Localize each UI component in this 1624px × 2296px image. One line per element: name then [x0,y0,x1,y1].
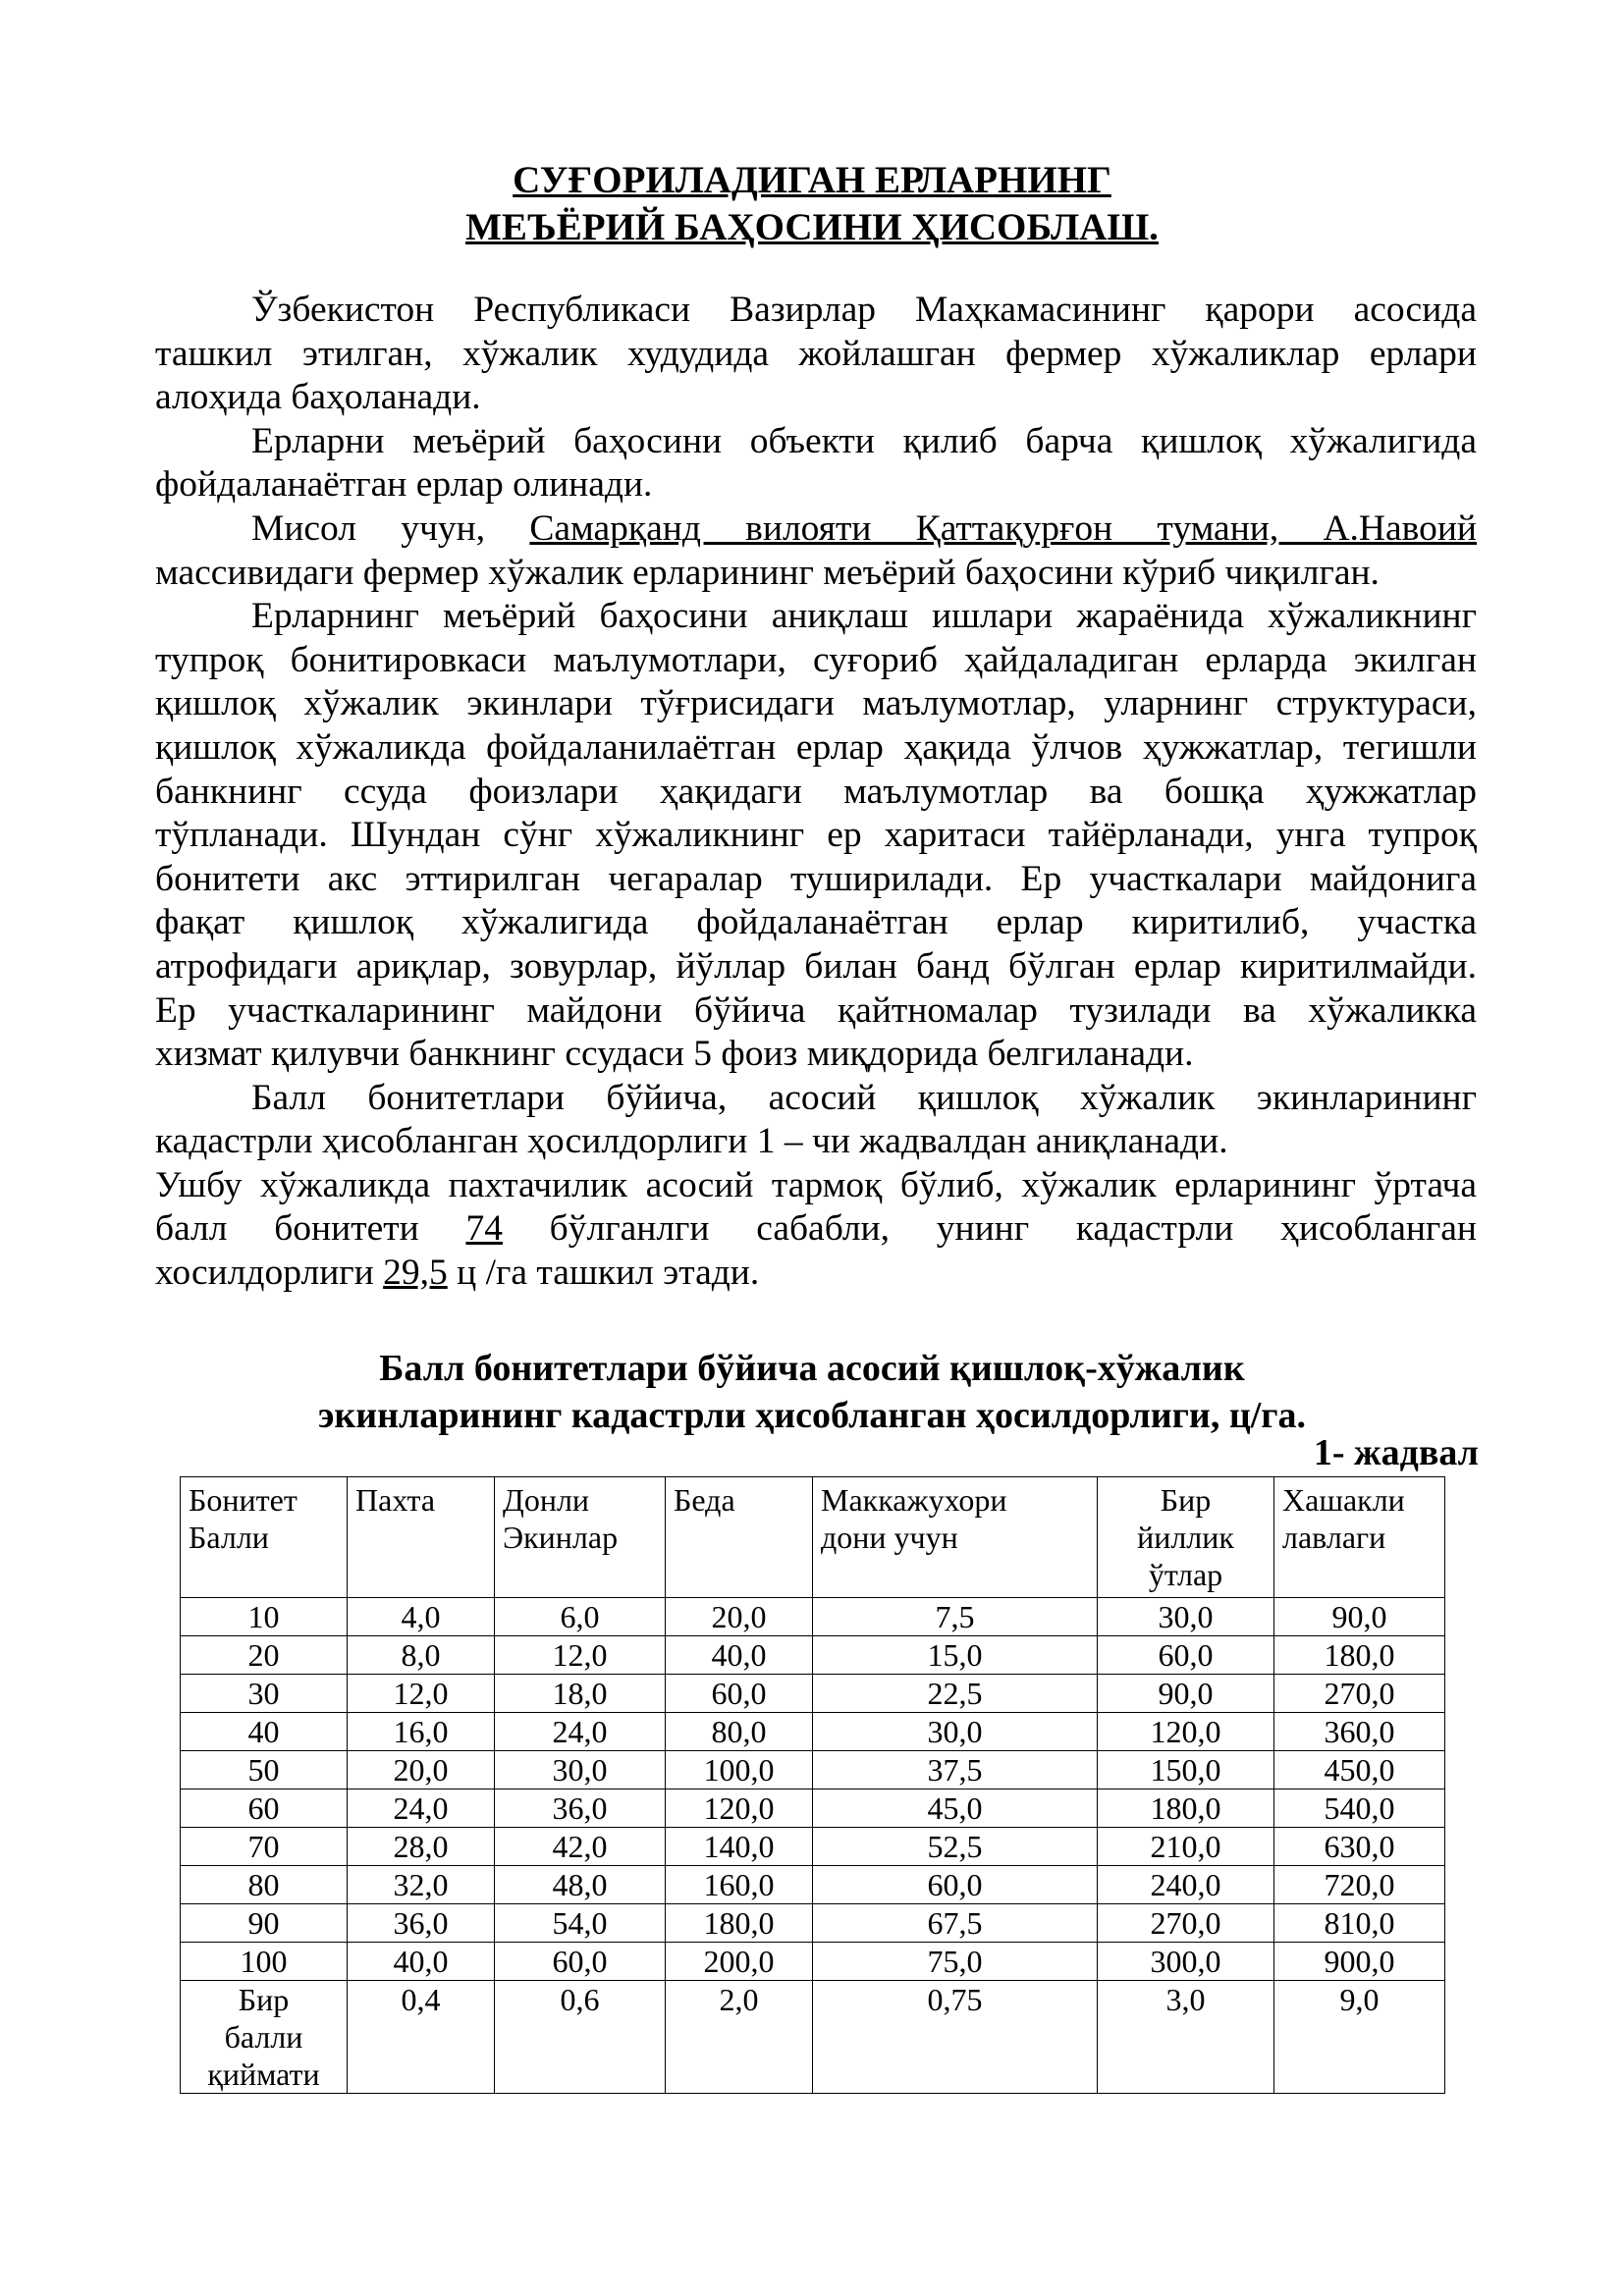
one-point-value-cell: 0,4 [348,1981,495,2094]
yield-cell: 42,0 [495,1828,666,1866]
yield-cell: 22,5 [813,1675,1098,1713]
header-annual-grass: Бир йиллик ўтлар [1098,1477,1274,1598]
yield-cell: 180,0 [1098,1789,1274,1828]
yield-cell: 720,0 [1274,1866,1445,1904]
paragraph-4-line: Ерларнинг меъёрий баҳосини аниқлаш ишлари жараёнида хўжаликнинг [251,596,1477,637]
bonitet-cell: 60 [181,1789,348,1828]
bonitet-cell: 40 [181,1713,348,1751]
bonitet-cell: 30 [181,1675,348,1713]
paragraph-3-line: массивидаги фермер хўжалик ерларининг меъёрий баҳосини кўриб чиқилган. [155,552,1380,593]
yield-cell: 45,0 [813,1789,1098,1828]
bonitet-cell: 90 [181,1904,348,1943]
yield-cell: 67,5 [813,1904,1098,1943]
yield-cell: 18,0 [495,1675,666,1713]
paragraph-2-line: фойдаланаётган ерлар олинади. [155,464,653,506]
yield-cell: 8,0 [348,1636,495,1675]
bonitet-value: 74 [465,1208,503,1250]
yield-cell: 37,5 [813,1751,1098,1789]
paragraph-6-line [155,1207,1477,1252]
paragraph-3-prefix: Мисол учун, [251,507,530,549]
table-row [181,1789,1445,1828]
yield-cell: 450,0 [1274,1751,1445,1789]
yield-cell: 28,0 [348,1828,495,1866]
table-row [181,1943,1445,1981]
table-row [181,1675,1445,1713]
paragraph-4-line: тўпланади. Шундан сўнг хўжаликнинг ер харитаси тайёрланади, унга тупроқ [155,815,1477,856]
bonitet-cell: 20 [181,1636,348,1675]
yield-cell: 270,0 [1098,1904,1274,1943]
yield-cell: 6,0 [495,1598,666,1636]
yield-cell: 4,0 [348,1598,495,1636]
table-row [181,1866,1445,1904]
yield-cell: 360,0 [1274,1713,1445,1751]
yield-cell: 54,0 [495,1904,666,1943]
paragraph-4-line: қишлоқ хўжаликда фойдаланилаётган ерлар ҳақида ўлчов ҳужжатлар, тегишли [155,726,1477,768]
table-header-row [181,1477,1445,1598]
yield-cell: 52,5 [813,1828,1098,1866]
yield-cell: 100,0 [666,1751,813,1789]
yield-cell: 60,0 [495,1943,666,1981]
bonitet-cell: 100 [181,1943,348,1981]
table-caption [0,1345,1624,1439]
table-row [181,1828,1445,1866]
paragraph-1-line: алоҳида баҳоланади. [155,377,481,418]
yield-cell: 630,0 [1274,1828,1445,1866]
header-alfalfa: Беда [666,1477,813,1598]
yield-cell: 80,0 [666,1713,813,1751]
yield-cell: 270,0 [1274,1675,1445,1713]
yield-cell: 32,0 [348,1866,495,1904]
yield-cell: 24,0 [348,1789,495,1828]
yield-cell: 20,0 [666,1598,813,1636]
paragraph-6-suffix: бўлганлги сабабли, унинг кадастрли ҳисобланган [502,1208,1477,1250]
yield-cell: 30,0 [1098,1598,1274,1636]
yield-cell: 40,0 [348,1943,495,1981]
table-row [181,1904,1445,1943]
yield-cell: 60,0 [1098,1636,1274,1675]
paragraph-2-line: Ерларни меъёрий баҳосини объекти қилиб барча қишлоқ хўжалигида [251,420,1477,461]
yield-cell: 90,0 [1098,1675,1274,1713]
table-body [181,1598,1445,2094]
yield-cell: 810,0 [1274,1904,1445,1943]
yield-cell: 30,0 [813,1713,1098,1751]
yield-cell: 12,0 [348,1675,495,1713]
yield-cell: 75,0 [813,1943,1098,1981]
yield-cell: 60,0 [813,1866,1098,1904]
yield-cell: 150,0 [1098,1751,1274,1789]
paragraph-4-line: Ер участкаларининг майдони бўйича қайтномалар тузилади ва хўжаликка [155,989,1477,1031]
yield-cell: 160,0 [666,1866,813,1904]
paragraph-1-line: Ўзбекистон Республикаси Вазирлар Маҳкамасининг қарори асосида [251,290,1477,330]
table-row [181,1713,1445,1751]
yield-cell: 40,0 [666,1636,813,1675]
paragraph-4-line: тупроқ бонитировкаси маълумотлари, суғориб ҳайдаладиган ерларда экилган [155,639,1477,680]
location-underlined: Самарқанд вилояти Қаттақурғон тумани, А.Навоий [529,507,1477,549]
table-row [181,1751,1445,1789]
title-line-1: СУҒОРИЛАДИГАН ЕРЛАРНИНГ [513,159,1111,201]
paragraph-4-line: атрофидаги ариқлар, зовурлар, йўллар билан банд бўлган ерлар киритилмайди. [155,945,1477,987]
bonitet-cell: 10 [181,1598,348,1636]
table-row [181,1636,1445,1675]
paragraph-4-line: банкнинг ссуда фоизлари ҳақидаги маълумотлар ва бошқа ҳужжатлар [155,771,1477,812]
title-line-2: МЕЪЁРИЙ БАҲОСИНИ ҲИСОБЛАШ. [465,206,1159,248]
header-grain: Донли Экинлар [495,1477,666,1598]
yield-cell: 12,0 [495,1636,666,1675]
header-fodder-beet: Хашакли лавлаги [1274,1477,1445,1598]
yield-cell: 120,0 [1098,1713,1274,1751]
body-text [155,289,1477,1296]
table-caption-line-1: Балл бонитетлари бўйича асосий қишлоқ-хўжалик [379,1348,1245,1389]
yield-cell: 20,0 [348,1751,495,1789]
header-cotton: Пахта [348,1477,495,1598]
yield-cell: 300,0 [1098,1943,1274,1981]
bonitet-cell: 70 [181,1828,348,1866]
paragraph-1-line: ташкил этилган, хўжалик худудида жойлашган фермер хўжаликлар ерлари [155,333,1477,374]
yield-cell: 36,0 [495,1789,666,1828]
paragraph-6-prefix: хосилдорлиги [155,1253,384,1294]
paragraph-6-suffix: ц /га ташкил этади. [447,1253,760,1294]
bonitet-cell: 80 [181,1866,348,1904]
one-point-value-cell: 0,75 [813,1981,1098,2094]
bonitet-cell: 50 [181,1751,348,1789]
yield-cell: 180,0 [666,1904,813,1943]
yield-cell: 16,0 [348,1713,495,1751]
paragraph-4-line: фақат қишлоқ хўжалигида фойдаланаётган ерлар киритилиб, участка [155,902,1477,943]
yield-table [180,1476,1445,2094]
paragraph-6-line [155,1252,1477,1296]
header-corn: Маккажухори дони учун [813,1477,1098,1598]
paragraph-4-line: қишлоқ хўжалик экинлари тўғрисидаги маълумотлар, уларнинг структураси, [155,683,1477,724]
paragraph-4-line: бонитети акс эттирилган чегаралар туширилади. Ер участкалари майдонига [155,858,1477,899]
yield-cell: 200,0 [666,1943,813,1981]
table-row [181,1598,1445,1636]
yield-cell: 140,0 [666,1828,813,1866]
paragraph-6-prefix: балл бонитети [155,1208,466,1250]
yield-cell: 60,0 [666,1675,813,1713]
header-bonitet: Бонитет Балли [181,1477,348,1598]
yield-cell: 180,0 [1274,1636,1445,1675]
table-caption-line-2: экинларининг кадастрли ҳисобланган ҳосилдорлиги, ц/га. [317,1395,1307,1436]
paragraph-4-line: хизмат қилувчи банкнинг ссудаси 5 фоиз миқдорида белгиланади. [155,1034,1194,1075]
yield-cell: 30,0 [495,1751,666,1789]
one-point-value-label: Бир балли қиймати [181,1981,348,2094]
yield-cell: 48,0 [495,1866,666,1904]
paragraph-6-line: Ушбу хўжаликда пахтачилик асосий тармоқ бўлиб, хўжалик ерларининг ўртача [155,1164,1477,1205]
table-row-one-point-value [181,1981,1445,2094]
yield-cell: 900,0 [1274,1943,1445,1981]
yield-cell: 7,5 [813,1598,1098,1636]
one-point-value-cell: 3,0 [1098,1981,1274,2094]
paragraph-5-line: Балл бонитетлари бўйича, асосий қишлоқ хўжалик экинларининг [251,1077,1477,1118]
yield-cell: 240,0 [1098,1866,1274,1904]
yield-cell: 90,0 [1274,1598,1445,1636]
yield-cell: 120,0 [666,1789,813,1828]
yield-cell: 15,0 [813,1636,1098,1675]
yield-cell: 210,0 [1098,1828,1274,1866]
table-number: 1- жадвал [1313,1432,1479,1473]
one-point-value-cell: 9,0 [1274,1981,1445,2094]
paragraph-5-line: кадастрли ҳисобланган ҳосилдорлиги 1 – чи жадвалдан аниқланади. [155,1121,1228,1162]
one-point-value-cell: 0,6 [495,1981,666,2094]
yield-cell: 24,0 [495,1713,666,1751]
yield-cell: 540,0 [1274,1789,1445,1828]
one-point-value-cell: 2,0 [666,1981,813,2094]
paragraph-3-line [155,507,1477,552]
yield-value: 29,5 [383,1253,448,1294]
page-title [0,157,1624,251]
yield-cell: 36,0 [348,1904,495,1943]
